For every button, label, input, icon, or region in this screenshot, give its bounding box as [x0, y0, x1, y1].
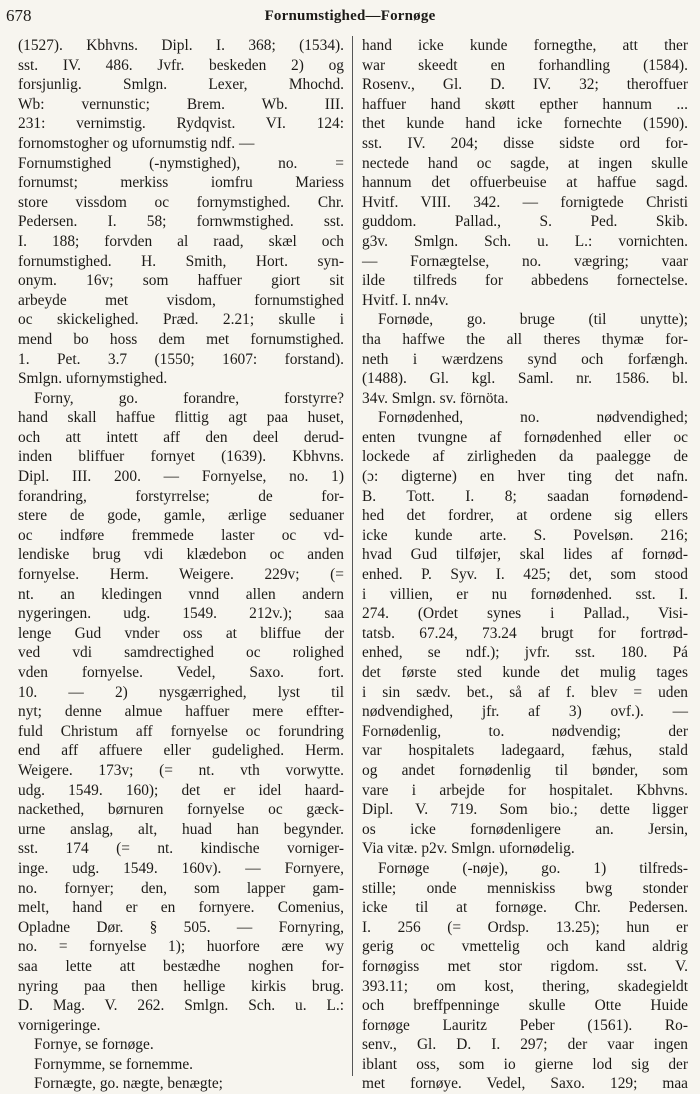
- text-line: no. fornyer; den, som lapper gam-: [18, 879, 344, 897]
- text-line: Dipl. V. 719. Som bio.; dette ligger: [362, 801, 688, 819]
- text-line: og andet fornødenlig til bønder, som: [362, 761, 688, 779]
- text-line: tatsb. 67.24, 73.24 brugt for fortrød-: [362, 624, 688, 642]
- text-line: fornumstighed. H. Smith, Hort. syn-: [18, 252, 344, 270]
- text-line: saa lette att bestædhe noghen for-: [18, 957, 344, 975]
- running-head: Fornumstighed—Fornøge: [264, 8, 436, 24]
- text-line: inge. udg. 1549. 160v). — Fornyere,: [18, 859, 344, 877]
- text-line: nackethed, børnuren fornyelse oc gæck-: [18, 801, 344, 819]
- text-line: 34v. Smlgn. sv. förnöta.: [362, 389, 509, 407]
- text-line: vden fornyelse. Vedel, Saxo. fort.: [18, 664, 344, 681]
- text-line: onym. 16v; som haffuer giort sit: [18, 272, 344, 290]
- text-line: Hvitf. I. nn4v.: [362, 291, 449, 309]
- text-line: lendiske brug vdi klædebon oc anden: [18, 546, 344, 564]
- text-line: Wb: vernunstic; Brem. Wb. III.: [18, 95, 344, 113]
- text-line: D. Mag. V. 262. Smlgn. Sch. u. L.:: [18, 997, 344, 1015]
- text-line: hand skall haffue flittig agt paa huset,: [18, 409, 344, 427]
- text-line: lenge Gud vnder oss at bliffue der: [18, 624, 344, 642]
- text-line: end aff affuere eller gudelighed. Herm.: [18, 742, 344, 760]
- text-line: Fornøge (-nøje), go. 1) tilfreds-: [378, 859, 688, 877]
- text-line: och breffpenninge skulle Otte Huide: [362, 997, 688, 1015]
- text-line: Pedersen. I. 58; fornwmstighed. sst.: [18, 213, 344, 231]
- text-line: mend bo hoss dem met fornumstighed.: [18, 330, 344, 348]
- text-line: nt. an kledingen vnnd allen andern: [18, 585, 344, 603]
- text-line: no. = fornyelse 1); huorfore ære wy: [18, 938, 344, 956]
- text-line: guddom. Pallad., S. Ped. Skib.: [362, 213, 688, 231]
- text-line: Weigere. 173v; (= nt. vth vorwytte.: [18, 761, 344, 779]
- text-line: met fornøye. Vedel, Saxo. 129; maa: [362, 1075, 688, 1093]
- text-line: melt, hand er en fornyere. Comenius,: [18, 899, 344, 917]
- text-line: nyt; denne almue haffuer mere effter-: [18, 703, 344, 721]
- text-line: — Fornægtelse, no. vægring; vaar: [362, 252, 688, 270]
- text-line: det første sted kunde det mulig tages: [362, 664, 688, 681]
- text-line: Fornumstighed (-nymstighed), no. =: [18, 154, 344, 172]
- text-line: och att intett aff den deel derud-: [18, 428, 344, 446]
- column-divider: [352, 36, 353, 1076]
- text-line: stere de gode, gamle, ærlige seduaner: [18, 507, 344, 525]
- text-line: nyring paa then hellige kirkis brug.: [18, 977, 344, 995]
- text-line: var hospitalets ladegaard, fæhus, stald: [362, 742, 688, 760]
- text-line: forandring, forstyrrelse; de for-: [18, 487, 344, 505]
- text-line: Fornye, se fornøge.: [34, 1036, 154, 1054]
- text-line: icke til at fornøge. Chr. Pedersen.: [362, 899, 688, 917]
- text-line: Fornøde, go. bruge (til unytte);: [378, 311, 688, 329]
- text-line: Fornødenlig, to. nødvendig; der: [362, 722, 688, 740]
- text-line: 231: vernimstig. Rydqvist. VI. 124:: [18, 115, 344, 133]
- page-header: [6, 2, 694, 32]
- text-line: iblant oss, som io gierne lod sig der: [362, 1055, 688, 1073]
- text-line: enhed, se ndf.); jvfr. sst. 180. Pá: [362, 644, 688, 662]
- text-line: sst. 174 (= nt. kindische vorniger-: [18, 840, 344, 858]
- text-line: oc indføre fremmede laster oc vd-: [18, 526, 344, 544]
- text-line: ilde tilfreds for abbedens fornectelse.: [362, 272, 688, 290]
- text-line: Fornægte, go. nægte, benægte;: [34, 1075, 223, 1093]
- text-line: nectede hand oc sagde, at ingen skulle: [362, 154, 688, 172]
- text-line: 10. — 2) nysgærrighed, lyst til: [18, 683, 344, 701]
- text-line: nygeringen. udg. 1549. 212v.); saa: [18, 605, 344, 623]
- text-line: neth i wærdzens synd och forfængh.: [362, 350, 688, 368]
- text-line: inden bliffuer fornyet (1639). Kbhvns.: [18, 448, 344, 466]
- text-line: fornomstogher og ufornumstig ndf. —: [18, 134, 255, 152]
- text-line: sst. IV. 486. Jvfr. beskeden 2) og: [18, 56, 344, 74]
- left-column: [18, 36, 344, 1093]
- text-line: 393.11; om kost, thering, skadegieldt: [362, 977, 688, 995]
- text-line: 1. Pet. 3.7 (1550; 1607: forstand).: [18, 350, 344, 368]
- text-line: gerig oc vmettelig och kand aldrig: [362, 938, 688, 956]
- right-column: [362, 36, 688, 1093]
- text-line: sst. IV. 204; disse sidste ord for-: [362, 134, 688, 152]
- text-line: I. 256 (= Ordsp. 13.25); hun er: [362, 918, 688, 936]
- text-line: oc skickelighed. Præd. 2.21; skulle i: [18, 311, 344, 329]
- text-line: nødvendighed, jfr. af 3) ovf.). —: [362, 703, 688, 721]
- text-line: Hvitf. VIII. 342. — fornigtede Christi: [362, 193, 688, 211]
- text-line: fornøge Lauritz Peber (1561). Ro-: [362, 1016, 688, 1034]
- text-line: Fornødenhed, no. nødvendighed;: [378, 409, 688, 427]
- text-line: vornigeringe.: [18, 1016, 101, 1034]
- text-line: B. Tott. I. 8; saadan fornødend-: [362, 487, 688, 505]
- text-line: haffuer hand skøtt epther hannum ...: [362, 95, 688, 113]
- text-line: Dipl. III. 200. — Fornyelse, no. 1): [18, 468, 344, 486]
- text-line: Forny, go. forandre, forstyrre?: [34, 389, 344, 407]
- text-line: lockede af zirligheden da paalegge de: [362, 448, 688, 466]
- text-line: urne anslag, alt, huad han begynder.: [18, 820, 344, 838]
- text-line: i villien, er nu fornødenhed. sst. I.: [362, 585, 688, 603]
- text-line: Fornymme, se fornemme.: [34, 1055, 194, 1073]
- text-line: stille; onde menniskiss bwg stonder: [362, 879, 688, 897]
- text-line: I. 188; forvden al raad, skæl och: [18, 232, 344, 250]
- text-line: 274. (Ordet synes i Pallad., Visi-: [362, 605, 688, 623]
- page-number: 678: [6, 6, 32, 25]
- text-line: senv., Gl. D. I. 297; der vaar ingen: [362, 1036, 688, 1054]
- text-line: (1488). Gl. kgl. Saml. nr. 1586. bl.: [362, 370, 688, 388]
- text-line: store vissdom oc fornymstighed. Chr.: [18, 193, 344, 211]
- text-line: os icke fornødenligere an. Jersin,: [362, 820, 688, 838]
- text-line: hannum det offuerbeuise at haffue sagd.: [362, 174, 688, 192]
- text-line: fuld Christum aff fornyelse oc forundring: [18, 722, 344, 740]
- text-line: Via vitæ. p2v. Smlgn. ufornødelig.: [362, 840, 575, 858]
- text-line: (ɔ: digterne) en hver ting det nafn.: [362, 468, 688, 486]
- text-line: fornumst; merkiss iomfru Mariess: [18, 174, 344, 192]
- text-line: Opladne Dør. § 505. — Fornyring,: [18, 918, 344, 936]
- text-line: enten tvungne af fornødenhed eller oc: [362, 428, 688, 446]
- text-line: hed det fordrer, at ordene sig ellers: [362, 507, 688, 525]
- text-line: (1527). Kbhvns. Dipl. I. 368; (1534).: [18, 37, 344, 54]
- text-line: enhed. P. Syv. I. 425; det, som stood: [362, 566, 688, 584]
- text-line: fornøgiss met stor rigdom. sst. V.: [362, 957, 688, 975]
- text-line: arbeyde met visdom, fornumstighed: [18, 291, 344, 309]
- text-line: war skeedt en forhandling (1584).: [362, 56, 688, 74]
- text-line: g3v. Smlgn. Sch. u. L.: vornichten.: [362, 232, 688, 250]
- text-line: thet kunde hand icke fornechte (1590).: [362, 115, 688, 133]
- text-line: fornyelse. Herm. Weigere. 229v; (=: [18, 566, 344, 584]
- text-line: forsjunlig. Smlgn. Lexer, Mhochd.: [18, 76, 344, 94]
- text-line: icke kunde arte. S. Povelsøn. 216;: [362, 526, 688, 544]
- text-line: ved vdi samdrectighed oc rolighed: [18, 644, 344, 662]
- text-line: hvad Gud tilføjer, skal lides af fornød-: [362, 546, 688, 564]
- text-line: i sin sædv. bet., så af f. blev = uden: [362, 683, 688, 701]
- text-line: hand icke kunde fornegthe, att ther: [362, 37, 688, 54]
- text-line: vare i arbejde for hospitalet. Kbhvns.: [362, 781, 688, 799]
- text-line: tha haffwe the all theres thymæ for-: [362, 330, 688, 348]
- text-line: Rosenv., Gl. D. IV. 32; theroffuer: [362, 76, 688, 94]
- text-line: udg. 1549. 160); det er idel haard-: [18, 781, 344, 799]
- text-line: Smlgn. ufornymstighed.: [18, 370, 168, 388]
